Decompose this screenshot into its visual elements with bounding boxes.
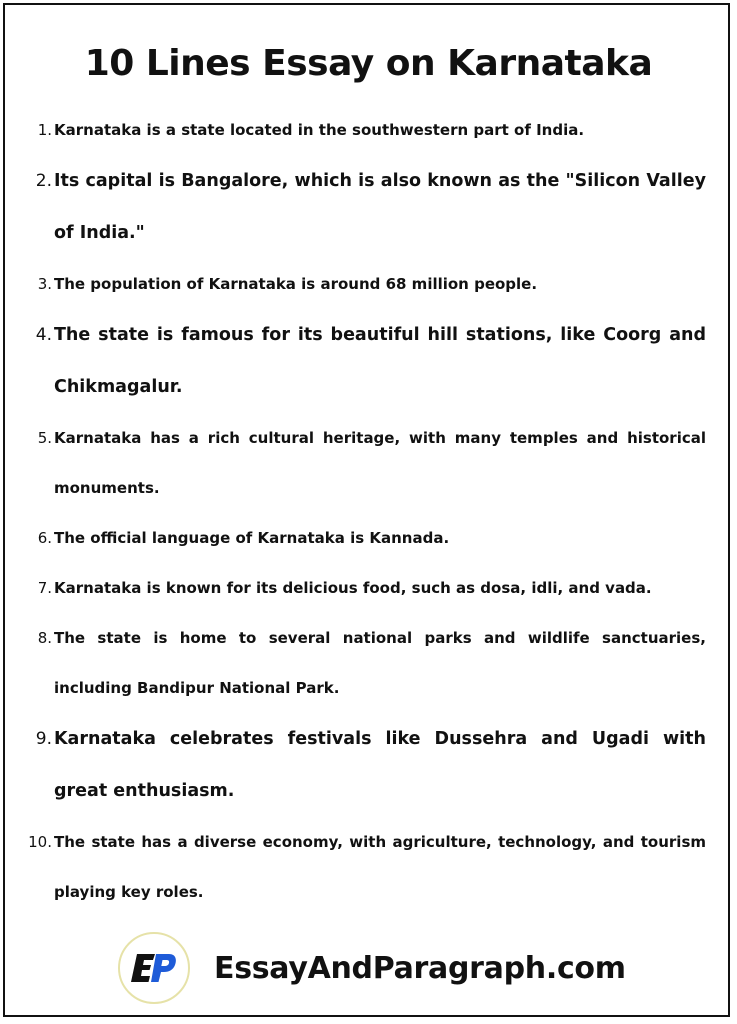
item-text: The state is famous for its beautiful hill stations, like Coorg and Chikmagalur. (54, 325, 706, 397)
list-item (26, 105, 706, 155)
item-text: The state has a diverse economy, with agriculture, technology, and tourism playing key roles. (54, 833, 706, 901)
site-name[interactable]: EssayAndParagraph.com (214, 950, 626, 986)
ep-logo-icon (131, 950, 177, 986)
list-item (26, 309, 706, 413)
item-text: Karnataka is a state located in the southwestern part of India. (54, 121, 585, 139)
list-item (26, 817, 706, 917)
item-text: The state is home to several national parks and wildlife sanctuaries, including Bandipur National Park. (54, 629, 706, 697)
item-number: 7. (37, 579, 52, 597)
item-number: 5. (37, 429, 52, 447)
site-logo-icon (118, 932, 190, 1004)
item-text: Its capital is Bangalore, which is also known as the "Silicon Valley of India." (54, 171, 706, 243)
item-text: The official language of Karnataka is Kannada. (54, 529, 450, 547)
item-text: Karnataka is known for its delicious food, such as dosa, idli, and vada. (54, 579, 652, 597)
item-number: 9. (35, 729, 52, 749)
item-number: 3. (37, 275, 52, 293)
item-text: Karnataka celebrates festivals like Dussehra and Ugadi with great enthusiasm. (54, 729, 706, 801)
list-item (26, 563, 706, 613)
item-number: 2. (35, 171, 52, 191)
item-number: 1. (37, 121, 52, 139)
item-number: 8. (37, 629, 52, 647)
item-number: 10. (28, 833, 52, 851)
list-item (26, 513, 706, 563)
page-title: 10 Lines Essay on Karnataka (84, 43, 653, 84)
item-number: 6. (37, 529, 52, 547)
item-text: Karnataka has a rich cultural heritage, with many temples and historical monuments. (54, 429, 706, 497)
list-item (26, 613, 706, 713)
list-item (26, 713, 706, 817)
list-item (26, 259, 706, 309)
site-footer (118, 928, 626, 1008)
list-item (26, 413, 706, 513)
item-text: The population of Karnataka is around 68 million people. (54, 275, 538, 293)
item-number: 4. (35, 325, 52, 345)
list-item (26, 155, 706, 259)
essay-lines (26, 105, 706, 917)
